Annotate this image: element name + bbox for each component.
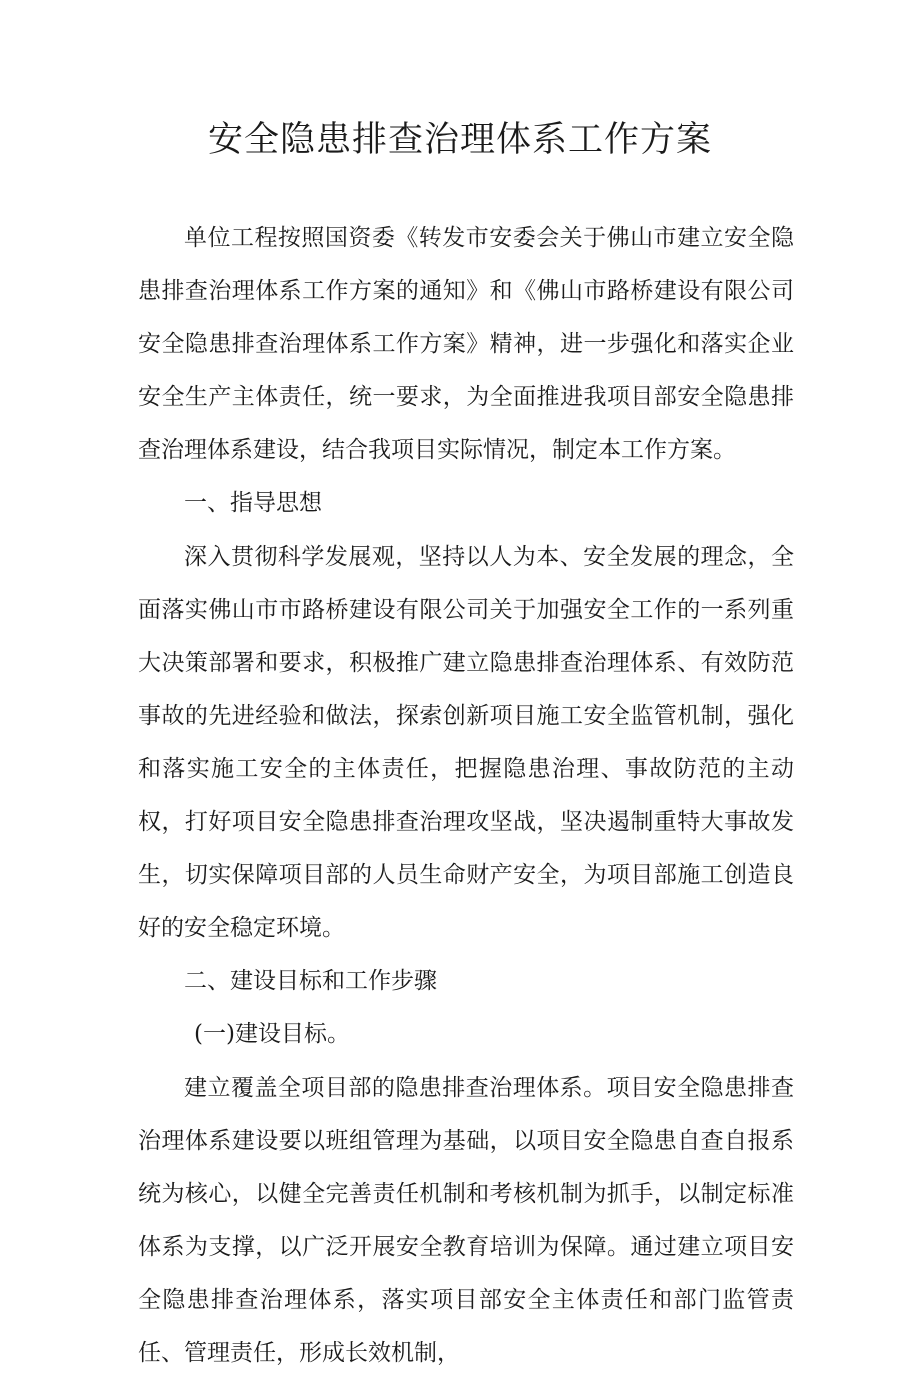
guiding-ideology-paragraph: 深入贯彻科学发展观，坚持以人为本、安全发展的理念，全面落实佛山市市路桥建设有限公司关于加强安全工作的一系列重大决策部署和要求，积极推广建立隐患排查治理体系、有效防范事故的先进经验和做法，探索创新项目施工安全监管机制，强化和落实施工安全的主体责任，把握隐患治理、事故防范的主动权，打好项目安全隐患排查治理攻坚战，坚决遏制重特大事故发生，切实保障项目部的人员生命财产安全，为项目部施工创造良好的安全稳定环境。 bbox=[138, 531, 794, 956]
section-heading-goals-and-steps: 二、建设目标和工作步骤 bbox=[138, 955, 794, 1008]
document-body bbox=[138, 212, 794, 1380]
section-heading-guiding-ideology: 一、指导思想 bbox=[138, 477, 794, 530]
intro-paragraph: 单位工程按照国资委《转发市安委会关于佛山市建立安全隐患排查治理体系工作方案的通知》和《佛山市路桥建设有限公司安全隐患排查治理体系工作方案》精神，进一步强化和落实企业安全生产主体责任，统一要求，为全面推进我项目部安全隐患排查治理体系建设，结合我项目实际情况，制定本工作方案。 bbox=[138, 212, 794, 477]
construction-goal-paragraph: 建立覆盖全项目部的隐患排查治理体系。项目安全隐患排查治理体系建设要以班组管理为基础，以项目安全隐患自查自报系统为核心，以健全完善责任机制和考核机制为抓手，以制定标准体系为支撑，以广泛开展安全教育培训为保障。通过建立项目安全隐患排查治理体系，落实项目部安全主体责任和部门监管责任、管理责任，形成长效机制， bbox=[138, 1062, 794, 1380]
subsection-heading-construction-goal: (一)建设目标。 bbox=[138, 1008, 794, 1061]
document-title: 安全隐患排查治理体系工作方案 bbox=[0, 112, 920, 168]
